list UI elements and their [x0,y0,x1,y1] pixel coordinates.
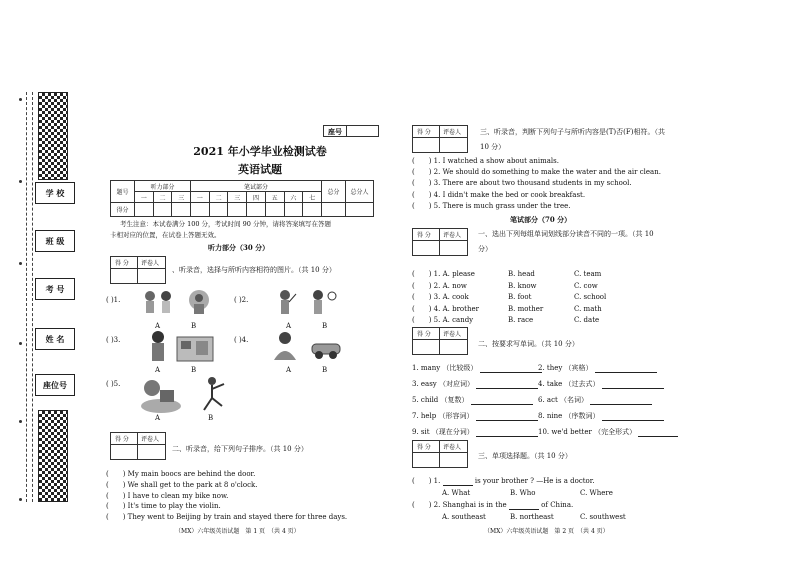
score-table-header: 题号 [111,181,135,203]
writing-2-title: 二、按要求写单词。（共 10 分） [478,340,579,348]
section-cell: 五 [265,192,284,203]
grader-box-label: 评卷人 [443,444,462,451]
pic-question-2: ( )2. [234,296,249,304]
word-form-prompt: 4. take （过去式） [538,380,600,388]
girl-drawing-icon [182,288,216,318]
section-cell: 三 [172,192,191,203]
answer-blank[interactable] [476,413,538,421]
tf-item-3: ( ) 3. There are about two thousand students in my school. [412,179,632,187]
answer-blank[interactable] [443,478,473,486]
tf-item-1: ( ) 1. I watched a show about animals. [412,157,559,165]
answer-blank[interactable] [476,381,538,389]
right-page-footer: （MX）六年级英语试题 第 2 页 （共 4 页） [484,528,609,535]
park-scene-icon [140,376,182,414]
class-label: 班 级 [45,236,65,246]
section-cell: 一 [135,192,154,203]
mc-2-suffix: of China. [541,501,574,509]
listening-section-header: 听力部分（30 分） [208,243,270,252]
pic-4-option-b: B [322,366,328,374]
word-form-prompt: 8. nine （序数词） [538,412,600,420]
name-label: 姓 名 [45,334,65,344]
phonics-1-a: ( ) 1. A. please [412,270,475,278]
mc-1-option-a: A. What [442,489,471,497]
dashed-cut-line-2 [32,92,33,502]
word-form-prompt: 7. help （形容词） [412,412,474,420]
tf-item-5: ( ) 5. There is much grass under the tree. [412,202,571,210]
school-label: 学 校 [45,188,65,198]
section-cell: 二 [153,192,172,203]
boy-waving-icon [272,288,298,318]
girl-sitting-icon [268,330,302,362]
mc-1-suffix: is your brother ? —He is a doctor. [474,477,595,485]
dot [19,342,22,345]
score-box-1[interactable] [110,256,166,284]
score-cell[interactable] [265,203,284,217]
grader-box-label: 评卷人 [443,129,462,136]
seat-number-label: 座号 [328,127,342,136]
answer-blank[interactable] [509,502,539,510]
writing-3-title: 三、单项选择题。（共 10 分） [478,452,572,460]
checker-pattern-bottom [38,410,68,502]
score-box-label: 得 分 [417,444,431,451]
score-cell[interactable] [172,203,191,217]
score-box-6[interactable] [412,440,468,468]
tf-item-2: ( ) 2. We should do something to make the water and the air clean. [412,168,661,176]
notice-line-2: 卡相对应的位置，在试卷上答题无效。 [110,231,221,239]
grader-box-label: 评卷人 [141,260,160,267]
section-cell: 七 [303,192,322,203]
mc-2-option-b: B. northeast [510,513,554,521]
section-cell: 六 [284,192,303,203]
section-cell: 三 [228,192,247,203]
mc-2-option-a: A. southeast [442,513,486,521]
exam-subtitle: 英语试题 [238,163,282,176]
section-1-title: 、听录音，选择与所听内容相符的图片。（共 10 分） [172,266,336,274]
answer-blank[interactable] [602,381,664,389]
score-table [110,180,374,217]
word-form-prompt: 9. sit （现在分词） [412,428,474,436]
score-cell[interactable] [322,203,346,217]
pic-2-option-b: B [322,322,328,330]
score-row-label: 得分 [111,203,135,217]
phonics-5-b: B. race [508,316,534,324]
word-form-prompt: 5. child （复数） [412,396,469,404]
pic-4-option-a: A [286,366,292,374]
score-cell[interactable] [135,203,154,217]
kids-playing-icon [140,288,178,318]
grader-box-label: 评卷人 [443,331,462,338]
phonics-5-a: ( ) 5. A. candy [412,316,474,324]
score-cell[interactable] [346,203,374,217]
phonics-3-a: ( ) 3. A. cook [412,293,469,301]
pic-question-5: ( )5. [106,380,121,388]
pic-5-option-a: A [155,414,161,422]
pic-question-4: ( )4. [234,336,249,344]
seat-label: 座位号 [43,380,67,390]
mc-1-option-c: C. Where [580,489,613,497]
phonics-5-c: C. date [574,316,600,324]
phonics-1-b: B. head [508,270,535,278]
answer-blank[interactable] [476,429,538,437]
answer-blank[interactable] [602,413,664,421]
pic-5-option-b: B [208,414,214,422]
writing-1-title-line1: 一、选出下列每组单词划线部分读音不同的一项。（共 10 [478,230,654,238]
mc-1-prefix: ( ) 1. [412,477,441,485]
notice-line-1: 考生注意：本试卷满分 100 分，考试时间 90 分钟，请将答案填写在答题 [120,220,331,228]
score-box-label: 得 分 [115,260,129,267]
mc-2-prefix: ( ) 2. Shanghai is in the [412,501,507,509]
pic-question-1: ( )1. [106,296,121,304]
score-box-2[interactable] [110,432,166,460]
score-box-4[interactable] [412,228,468,256]
dot [19,498,22,501]
exam-number-field[interactable] [35,278,75,300]
exam-title: 2021 年小学毕业检测试卷 [193,145,327,158]
toy-car-icon [310,336,342,360]
answer-blank[interactable] [595,365,657,373]
dashed-cut-line [26,92,27,502]
score-cell[interactable] [153,203,172,217]
mc-2-option-c: C. southwest [580,513,626,521]
pic-question-3: ( )3. [106,336,121,344]
phonics-2-a: ( ) 2. A. now [412,282,467,290]
word-form-prompt: 3. easy （对应词） [412,380,474,388]
pic-3-option-b: B [191,366,197,374]
answer-blank[interactable] [480,365,542,373]
sentence-4: ( ) It's time to play the violin. [106,502,221,510]
word-form-prompt: 2. they （宾格） [538,364,593,372]
sentence-5: ( ) They went to Beijing by train and stayed there for three days. [106,513,348,521]
answer-blank[interactable] [638,429,678,437]
pic-1-option-b: B [191,322,197,330]
seat-field[interactable] [35,374,75,396]
left-page-footer: （MX）六年级英语试题 第 1 页 （共 4 页） [175,528,300,535]
school-field[interactable] [35,182,75,204]
answer-blank[interactable] [590,397,652,405]
skater-icon [198,376,226,414]
section-2-title: 二、听录音，给下列句子排序。（共 10 分） [172,445,308,453]
mc-question-1 [412,477,595,486]
section-cell: 四 [247,192,266,203]
score-cell[interactable] [247,203,266,217]
phonics-4-a: ( ) 4. A. brother [412,305,479,313]
pic-1-option-a: A [155,322,161,330]
section-3-title-line2: 10 分） [480,143,506,151]
score-box-label: 得 分 [417,232,431,239]
score-box-5[interactable] [412,327,468,355]
writing-header-cell: 笔试部分 [191,181,322,192]
dot [19,180,22,183]
score-box-3[interactable] [412,125,468,153]
score-cell[interactable] [209,203,228,217]
score-box-label: 得 分 [115,436,129,443]
answer-blank[interactable] [471,397,533,405]
scorer-header-cell: 总分人 [346,181,374,203]
dot [19,262,22,265]
class-field[interactable] [35,230,75,252]
total-header-cell: 总分 [322,181,346,203]
woman-cooking-icon [145,330,171,364]
writing-section-header: 笔试部分（70 分） [510,215,572,224]
score-cell[interactable] [228,203,247,217]
phonics-1-c: C. team [574,270,602,278]
score-box-label: 得 分 [417,331,431,338]
score-cell[interactable] [284,203,303,217]
checker-pattern-top [38,92,68,180]
mc-1-option-b: B. Who [510,489,536,497]
section-cell: 二 [209,192,228,203]
grader-box-label: 评卷人 [443,232,462,239]
seat-number-box[interactable] [323,125,379,137]
word-form-prompt: 1. many （比较级） [412,364,478,372]
writing-1-title-line2: 分） [478,245,492,253]
word-form-prompt: 6. act （名词） [538,396,589,404]
phonics-3-c: C. school [574,293,607,301]
sentence-2: ( ) We shall get to the park at 8 o'clock. [106,481,258,489]
word-forms-list [412,364,672,434]
tf-item-4: ( ) 4. I didn't make the bed or cook breakfast. [412,191,586,199]
pic-3-option-a: A [155,366,161,374]
section-3-title-line1: 三、听录音，判断下列句子与所听内容是(T)否(F)相符。（共 [480,128,665,136]
listening-header-cell: 听力部分 [135,181,191,192]
section-cell: 一 [191,192,210,203]
score-cell[interactable] [303,203,322,217]
grader-box-label: 评卷人 [141,436,160,443]
phonics-4-b: B. mother [508,305,544,313]
phonics-3-b: B. foot [508,293,532,301]
sentence-3: ( ) I have to clean my bike now. [106,492,229,500]
phonics-2-c: C. cow [574,282,598,290]
word-form-prompt: 10. we'd better （完全形式） [538,428,637,436]
mc-question-2 [412,501,573,510]
phonics-2-b: B. know [508,282,537,290]
dot [19,98,22,101]
score-cell[interactable] [191,203,210,217]
classroom-scene-icon [176,336,214,362]
exam-number-label: 考 号 [45,284,65,294]
pic-2-option-a: A [286,322,292,330]
tennis-player-icon [306,288,338,318]
sentence-1: ( ) My main boocs are behind the door. [106,470,256,478]
name-field[interactable] [35,328,75,350]
dot [19,420,22,423]
phonics-4-c: C. math [574,305,602,313]
score-box-label: 得 分 [417,129,431,136]
